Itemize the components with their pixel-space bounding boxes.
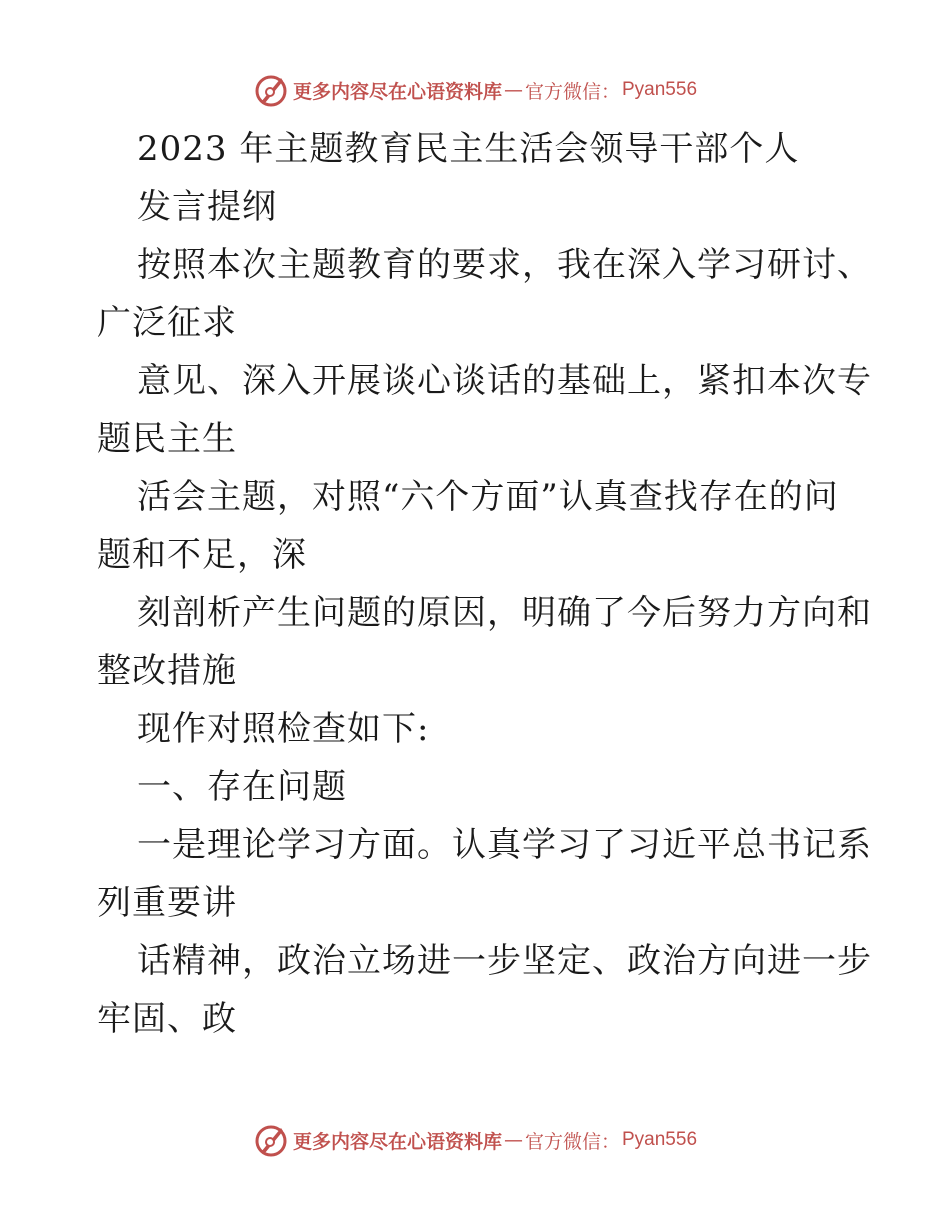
watermark-wechat-id: Pyan556 (622, 79, 698, 100)
text-line: 列重要讲 (97, 883, 237, 923)
watermark-wechat-label: 官方微信： (524, 1130, 620, 1153)
quill-logo-icon (253, 1122, 289, 1158)
watermark-site: 更多内容尽在心语资料库 (292, 80, 502, 103)
text-line: 活会主题，对照“六个方面”认真查找存在的问 (137, 477, 839, 517)
text-line: 现作对照检查如下: (137, 709, 430, 749)
text-line: 题民主生 (97, 419, 237, 459)
text-line: 发言提纲 (137, 187, 277, 227)
text-line: 一、存在问题 (137, 767, 347, 807)
text-line: 整改措施 (97, 651, 237, 691)
document-body (97, 120, 872, 1048)
header-watermark (0, 70, 950, 110)
text-line: 意见、深入开展谈心谈话的基础上，紧扣本次专 (137, 361, 872, 401)
text-line: 广泛征求 (97, 303, 237, 343)
watermark-dash: — (503, 79, 523, 101)
text-line: 题和不足，深 (97, 535, 307, 575)
footer-watermark (0, 1120, 950, 1160)
watermark-wechat-id: Pyan556 (622, 1129, 698, 1150)
watermark-wechat-label: 官方微信： (524, 80, 620, 103)
watermark-dash: — (503, 1129, 523, 1151)
text-line: 2023 年主题教育民主生活会领导干部个人 (137, 129, 800, 169)
text-line: 牢固、政 (97, 999, 237, 1039)
text-line: 刻剖析产生问题的原因，明确了今后努力方向和 (137, 593, 872, 633)
quill-logo-icon (253, 72, 289, 108)
text-line: 一是理论学习方面。认真学习了习近平总书记系 (137, 825, 872, 865)
text-line: 话精神，政治立场进一步坚定、政治方向进一步 (137, 941, 872, 981)
watermark-site: 更多内容尽在心语资料库 (292, 1130, 502, 1153)
text-line: 按照本次主题教育的要求，我在深入学习研讨、 (137, 245, 872, 285)
